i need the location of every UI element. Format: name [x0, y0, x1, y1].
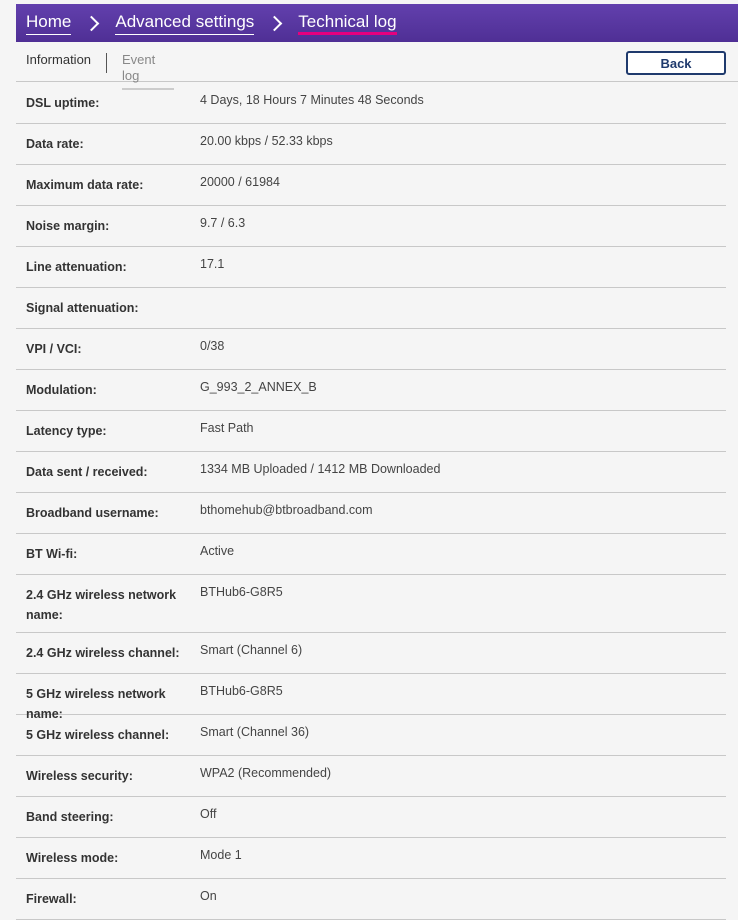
info-row-5ghz-channel	[16, 715, 726, 756]
info-row-line-attenuation	[16, 247, 726, 288]
row-label: Firewall:	[26, 892, 77, 906]
row-label: Line attenuation:	[26, 260, 127, 274]
info-row-vpi-vci	[16, 329, 726, 370]
info-row-24ghz-network-name	[16, 575, 726, 633]
info-row-maximum-data-rate	[16, 165, 726, 206]
row-value: Off	[200, 807, 217, 821]
back-button[interactable]: Back	[626, 51, 726, 75]
row-value: BTHub6-G8R5	[200, 585, 283, 599]
row-value: 17.1	[200, 257, 225, 271]
row-label: BT Wi-fi:	[26, 547, 78, 561]
breadcrumb-home[interactable]: Home	[26, 12, 71, 35]
row-label: Broadband username:	[26, 506, 159, 520]
row-label: Band steering:	[26, 810, 114, 824]
row-value: Mode 1	[200, 848, 242, 862]
row-value: G_993_2_ANNEX_B	[200, 380, 317, 394]
row-value: Fast Path	[200, 421, 254, 435]
row-label: VPI / VCI:	[26, 342, 82, 356]
row-label: 5 GHz wireless channel:	[26, 728, 170, 742]
breadcrumb-advanced-settings[interactable]: Advanced settings	[115, 12, 254, 35]
row-value: Active	[200, 544, 235, 558]
info-row-5ghz-network-name	[16, 674, 726, 721]
info-row-band-steering	[16, 797, 726, 838]
info-row-noise-margin	[16, 206, 726, 247]
row-value: 1334 MB Uploaded / 1412 MB Downloaded	[200, 462, 441, 476]
info-row-dsl-uptime	[16, 83, 726, 124]
info-row-wireless-mode	[16, 838, 726, 879]
tab-divider	[106, 53, 107, 73]
row-value: WPA2 (Recommended)	[200, 766, 332, 780]
info-row-signal-attenuation	[16, 288, 726, 329]
row-value: Smart (Channel 6)	[200, 643, 303, 657]
info-row-bt-wifi	[16, 534, 726, 575]
row-label: 2.4 GHz wireless network name:	[26, 588, 177, 622]
info-table	[16, 83, 726, 920]
breadcrumb	[16, 4, 738, 42]
row-value: 9.7 / 6.3	[200, 216, 246, 230]
row-label: Data sent / received:	[26, 465, 148, 479]
tab-event-log[interactable]: Event log	[122, 52, 174, 90]
info-row-firewall	[16, 879, 726, 920]
row-label: Wireless security:	[26, 769, 133, 783]
info-row-data-rate	[16, 124, 726, 165]
row-value: On	[200, 889, 217, 903]
row-label: Modulation:	[26, 383, 97, 397]
chevron-right-icon	[84, 15, 100, 31]
row-label: Data rate:	[26, 137, 84, 151]
row-value: 20.00 kbps / 52.33 kbps	[200, 134, 333, 148]
chevron-right-icon	[267, 15, 283, 31]
row-label: Wireless mode:	[26, 851, 119, 865]
row-value: BTHub6-G8R5	[200, 684, 283, 698]
row-value: bthomehub@btbroadband.com	[200, 503, 373, 517]
info-row-modulation	[16, 370, 726, 411]
row-label: 5 GHz wireless network name:	[26, 687, 166, 721]
row-label: Noise margin:	[26, 219, 110, 233]
row-label: Signal attenuation:	[26, 301, 139, 315]
row-label: 2.4 GHz wireless channel:	[26, 646, 180, 660]
info-row-data-sent-received	[16, 452, 726, 493]
row-value: 0/38	[200, 339, 225, 353]
row-value: Smart (Channel 36)	[200, 725, 310, 739]
row-value: 4 Days, 18 Hours 7 Minutes 48 Seconds	[200, 93, 424, 107]
info-row-latency-type	[16, 411, 726, 452]
row-label: Latency type:	[26, 424, 107, 438]
row-label: Maximum data rate:	[26, 178, 144, 192]
row-label: DSL uptime:	[26, 96, 100, 110]
info-row-24ghz-channel	[16, 633, 726, 674]
breadcrumb-technical-log: Technical log	[298, 12, 396, 35]
info-row-wireless-security	[16, 756, 726, 797]
info-row-broadband-username	[16, 493, 726, 534]
row-value: 20000 / 61984	[200, 175, 280, 189]
tab-information[interactable]: Information	[26, 52, 92, 67]
